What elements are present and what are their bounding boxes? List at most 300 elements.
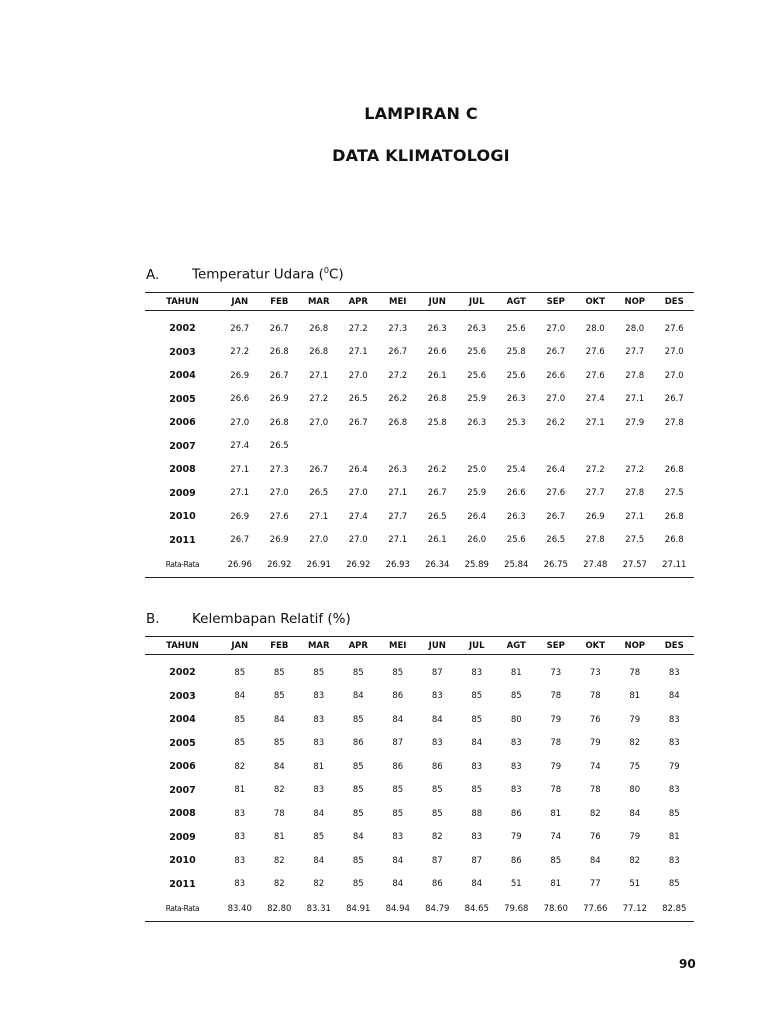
temperature-value-cell: 25.9 bbox=[467, 488, 487, 499]
temperature-value-cell: 26.9 bbox=[230, 511, 250, 522]
temperature-value-cell: 26.2 bbox=[388, 394, 408, 405]
temperature-value-cell: 27.6 bbox=[269, 511, 289, 522]
humidity-col-header: NOP bbox=[624, 640, 646, 651]
temperature-value-cell: 27.2 bbox=[230, 347, 250, 358]
humidity-value-cell: 83 bbox=[471, 761, 483, 772]
temperature-value-cell: 27.0 bbox=[348, 535, 368, 546]
temperature-value-cell: 27.2 bbox=[348, 323, 368, 334]
temperature-col-header: NOP bbox=[624, 296, 646, 307]
humidity-col-header: DES bbox=[664, 640, 684, 651]
humidity-value-cell: 85 bbox=[234, 667, 246, 678]
humidity-col-header: MEI bbox=[389, 640, 407, 651]
humidity-value-cell: 83 bbox=[313, 691, 325, 702]
temperature-value-cell: 25.6 bbox=[467, 370, 487, 381]
temperature-value-cell: 26.5 bbox=[269, 441, 289, 452]
humidity-value-cell: 51 bbox=[510, 879, 522, 890]
humidity-value-cell: 83 bbox=[234, 832, 246, 843]
temperature-value-cell: 27.8 bbox=[625, 488, 645, 499]
temperature-col-header: OKT bbox=[585, 296, 606, 307]
temperature-value-cell: 28.0 bbox=[585, 323, 605, 334]
humidity-value-cell: 74 bbox=[550, 832, 562, 843]
page-subtitle: DATA KLIMATOLOGI bbox=[332, 146, 510, 165]
humidity-value-cell: 83 bbox=[510, 761, 522, 772]
temperature-col-header: JUN bbox=[428, 296, 446, 307]
humidity-value-cell: 84 bbox=[392, 879, 404, 890]
temperature-value-cell: 26.4 bbox=[467, 511, 487, 522]
humidity-table-body bbox=[145, 655, 694, 922]
humidity-col-header: AGT bbox=[506, 640, 526, 651]
humidity-value-cell: 74 bbox=[589, 761, 601, 772]
humidity-col-header: MAR bbox=[307, 640, 330, 651]
humidity-year-cell: 2004 bbox=[169, 714, 196, 726]
humidity-value-cell: 85 bbox=[431, 808, 443, 819]
temperature-value-cell: 27.0 bbox=[664, 347, 684, 358]
humidity-average-row bbox=[145, 896, 694, 922]
humidity-value-cell: 82 bbox=[589, 808, 601, 819]
humidity-value-cell: 76 bbox=[589, 832, 601, 843]
humidity-value-cell: 77 bbox=[589, 879, 601, 890]
temperature-value-cell: 27.4 bbox=[348, 511, 368, 522]
temperature-value-cell: 26.8 bbox=[269, 417, 289, 428]
temperature-value-cell: 25.6 bbox=[506, 370, 526, 381]
temperature-value-cell: 26.91 bbox=[306, 559, 331, 570]
humidity-value-cell: 85 bbox=[234, 714, 246, 725]
temperature-value-cell: 26.8 bbox=[309, 323, 329, 334]
humidity-value-cell: 81 bbox=[550, 808, 562, 819]
temperature-value-cell: 27.11 bbox=[662, 559, 687, 570]
temperature-value-cell: 26.8 bbox=[664, 464, 684, 475]
temperature-value-cell: 26.5 bbox=[348, 394, 368, 405]
temperature-header-row bbox=[145, 293, 694, 311]
humidity-value-cell: 77.12 bbox=[622, 903, 647, 914]
temperature-value-cell: 27.5 bbox=[664, 488, 684, 499]
temperature-value-cell: 27.1 bbox=[388, 488, 408, 499]
temperature-value-cell: 27.8 bbox=[585, 535, 605, 546]
humidity-value-cell: 85 bbox=[392, 785, 404, 796]
humidity-value-cell: 84 bbox=[589, 855, 601, 866]
humidity-value-cell: 81 bbox=[234, 785, 246, 796]
temperature-value-cell: 27.4 bbox=[585, 394, 605, 405]
temperature-value-cell: 26.6 bbox=[427, 347, 447, 358]
temperature-value-cell bbox=[536, 435, 576, 459]
temperature-value-cell: 26.1 bbox=[427, 535, 447, 546]
temperature-value-cell bbox=[457, 435, 497, 459]
humidity-value-cell: 85 bbox=[392, 667, 404, 678]
temperature-value-cell: 26.3 bbox=[467, 323, 487, 334]
temperature-value-cell: 26.3 bbox=[467, 417, 487, 428]
humidity-value-cell: 81 bbox=[273, 832, 285, 843]
humidity-value-cell: 83 bbox=[234, 808, 246, 819]
humidity-value-cell: 84.79 bbox=[425, 903, 450, 914]
humidity-value-cell: 85 bbox=[273, 738, 285, 749]
temperature-value-cell: 27.2 bbox=[388, 370, 408, 381]
humidity-year-cell: 2011 bbox=[169, 878, 196, 890]
temperature-value-cell: 26.2 bbox=[546, 417, 566, 428]
temperature-value-cell: 26.3 bbox=[427, 323, 447, 334]
humidity-value-cell: 86 bbox=[392, 761, 404, 772]
humidity-value-cell: 85 bbox=[352, 808, 364, 819]
temperature-row bbox=[145, 364, 694, 388]
section-a-superscript: 0 bbox=[323, 266, 329, 275]
humidity-value-cell: 83 bbox=[668, 714, 680, 725]
temperature-value-cell: 27.1 bbox=[388, 535, 408, 546]
temperature-value-cell: 27.6 bbox=[585, 347, 605, 358]
temperature-row bbox=[145, 388, 694, 412]
humidity-value-cell: 82 bbox=[629, 738, 641, 749]
temperature-value-cell: 26.9 bbox=[585, 511, 605, 522]
temperature-value-cell: 27.6 bbox=[585, 370, 605, 381]
temperature-col-header: DES bbox=[664, 296, 684, 307]
humidity-year-cell: 2007 bbox=[169, 784, 196, 796]
temperature-value-cell: 27.7 bbox=[625, 347, 645, 358]
temperature-value-cell: 26.6 bbox=[546, 370, 566, 381]
humidity-value-cell: 84 bbox=[668, 691, 680, 702]
temperature-value-cell: 25.9 bbox=[467, 394, 487, 405]
humidity-col-header: JUL bbox=[469, 640, 485, 651]
temperature-value-cell: 27.0 bbox=[309, 535, 329, 546]
temperature-year-cell: Rata-Rata bbox=[165, 560, 200, 569]
humidity-row bbox=[145, 708, 694, 732]
humidity-value-cell: 83 bbox=[313, 785, 325, 796]
temperature-value-cell: 27.1 bbox=[230, 464, 250, 475]
humidity-row bbox=[145, 655, 694, 685]
section-b-label: Kelembapan Relatif (%) bbox=[192, 611, 351, 627]
section-b-letter: B. bbox=[146, 611, 160, 627]
humidity-value-cell: 81 bbox=[313, 761, 325, 772]
humidity-value-cell: 85 bbox=[471, 785, 483, 796]
humidity-row bbox=[145, 826, 694, 850]
temperature-row bbox=[145, 505, 694, 529]
temperature-value-cell: 26.8 bbox=[388, 417, 408, 428]
temperature-value-cell: 26.92 bbox=[346, 559, 371, 570]
temperature-value-cell: 26.7 bbox=[664, 394, 684, 405]
humidity-value-cell: 83 bbox=[668, 667, 680, 678]
humidity-value-cell: 85 bbox=[471, 714, 483, 725]
humidity-row bbox=[145, 802, 694, 826]
temperature-value-cell: 26.34 bbox=[425, 559, 450, 570]
temperature-table-body bbox=[145, 311, 694, 578]
humidity-value-cell: 83 bbox=[313, 738, 325, 749]
temperature-col-header: MAR bbox=[307, 296, 330, 307]
humidity-value-cell: 82.85 bbox=[662, 903, 687, 914]
humidity-value-cell: 85 bbox=[352, 855, 364, 866]
humidity-value-cell: 81 bbox=[550, 879, 562, 890]
humidity-value-cell: 85 bbox=[668, 879, 680, 890]
humidity-value-cell: 87 bbox=[431, 667, 443, 678]
temperature-table bbox=[145, 292, 694, 578]
humidity-value-cell: 83 bbox=[668, 785, 680, 796]
temperature-value-cell: 27.9 bbox=[625, 417, 645, 428]
humidity-value-cell: 73 bbox=[550, 667, 562, 678]
temperature-value-cell: 26.1 bbox=[427, 370, 447, 381]
temperature-value-cell: 26.7 bbox=[309, 464, 329, 475]
temperature-value-cell: 27.0 bbox=[546, 323, 566, 334]
humidity-value-cell: 82 bbox=[273, 855, 285, 866]
humidity-value-cell: 84 bbox=[392, 714, 404, 725]
humidity-value-cell: 79 bbox=[510, 832, 522, 843]
temperature-value-cell: 25.84 bbox=[504, 559, 529, 570]
humidity-value-cell: 86 bbox=[510, 808, 522, 819]
humidity-year-cell: 2002 bbox=[169, 667, 196, 679]
humidity-value-cell: 86 bbox=[392, 691, 404, 702]
humidity-value-cell: 84 bbox=[273, 714, 285, 725]
humidity-value-cell: 85 bbox=[510, 691, 522, 702]
temperature-col-header: AGT bbox=[506, 296, 526, 307]
humidity-value-cell: 76 bbox=[589, 714, 601, 725]
humidity-value-cell: 79 bbox=[629, 832, 641, 843]
humidity-value-cell: 84.94 bbox=[385, 903, 410, 914]
humidity-col-header: JAN bbox=[231, 640, 249, 651]
humidity-value-cell: 51 bbox=[629, 879, 641, 890]
temperature-value-cell: 26.5 bbox=[309, 488, 329, 499]
humidity-row bbox=[145, 732, 694, 756]
humidity-value-cell: 84.91 bbox=[346, 903, 371, 914]
section-b-heading bbox=[146, 611, 351, 627]
humidity-value-cell: 79.68 bbox=[504, 903, 529, 914]
humidity-value-cell: 85 bbox=[234, 738, 246, 749]
humidity-value-cell: 84 bbox=[313, 855, 325, 866]
humidity-value-cell: 83 bbox=[471, 832, 483, 843]
humidity-value-cell: 83 bbox=[234, 879, 246, 890]
temperature-value-cell: 27.3 bbox=[388, 323, 408, 334]
temperature-value-cell: 26.9 bbox=[269, 535, 289, 546]
temperature-value-cell: 27.1 bbox=[625, 394, 645, 405]
temperature-value-cell: 27.0 bbox=[269, 488, 289, 499]
temperature-value-cell: 26.8 bbox=[664, 511, 684, 522]
humidity-value-cell: 85 bbox=[352, 761, 364, 772]
humidity-col-header: SEP bbox=[546, 640, 565, 651]
temperature-value-cell: 26.7 bbox=[269, 323, 289, 334]
temperature-value-cell: 27.3 bbox=[269, 464, 289, 475]
humidity-table bbox=[145, 636, 694, 922]
humidity-year-cell: 2006 bbox=[169, 761, 196, 773]
temperature-value-cell: 26.3 bbox=[388, 464, 408, 475]
humidity-value-cell: 83 bbox=[234, 855, 246, 866]
humidity-value-cell: 79 bbox=[550, 714, 562, 725]
temperature-value-cell: 26.3 bbox=[506, 394, 526, 405]
humidity-value-cell: 85 bbox=[352, 879, 364, 890]
temperature-row bbox=[145, 482, 694, 506]
temperature-value-cell: 25.8 bbox=[506, 347, 526, 358]
humidity-value-cell: 81 bbox=[668, 832, 680, 843]
temperature-year-cell: 2005 bbox=[169, 393, 196, 405]
temperature-value-cell: 27.8 bbox=[664, 417, 684, 428]
humidity-value-cell: 85 bbox=[313, 667, 325, 678]
humidity-row bbox=[145, 849, 694, 873]
temperature-value-cell: 27.0 bbox=[348, 370, 368, 381]
section-a-heading bbox=[146, 266, 344, 283]
temperature-year-cell: 2002 bbox=[169, 323, 196, 335]
humidity-value-cell: 84 bbox=[471, 879, 483, 890]
temperature-year-cell: 2004 bbox=[169, 370, 196, 382]
humidity-year-cell: 2003 bbox=[169, 690, 196, 702]
humidity-value-cell: 82 bbox=[273, 879, 285, 890]
temperature-col-header: MEI bbox=[389, 296, 407, 307]
temperature-value-cell: 26.7 bbox=[546, 347, 566, 358]
temperature-value-cell bbox=[299, 435, 339, 459]
humidity-value-cell: 79 bbox=[589, 738, 601, 749]
temperature-value-cell: 26.4 bbox=[546, 464, 566, 475]
temperature-value-cell: 27.0 bbox=[230, 417, 250, 428]
section-a-label: Temperatur Udara ( bbox=[192, 266, 324, 283]
humidity-value-cell: 86 bbox=[431, 879, 443, 890]
temperature-value-cell: 25.6 bbox=[506, 323, 526, 334]
temperature-col-header: APR bbox=[348, 296, 368, 307]
humidity-value-cell: 82.80 bbox=[267, 903, 292, 914]
temperature-value-cell bbox=[378, 435, 418, 459]
humidity-value-cell: 79 bbox=[668, 761, 680, 772]
humidity-value-cell: 78 bbox=[550, 691, 562, 702]
humidity-value-cell: 82 bbox=[273, 785, 285, 796]
humidity-value-cell: 75 bbox=[629, 761, 641, 772]
humidity-value-cell: 82 bbox=[629, 855, 641, 866]
temperature-value-cell: 25.6 bbox=[467, 347, 487, 358]
humidity-value-cell: 85 bbox=[352, 667, 364, 678]
temperature-row bbox=[145, 435, 694, 459]
temperature-value-cell: 26.8 bbox=[427, 394, 447, 405]
humidity-col-header: JUN bbox=[428, 640, 446, 651]
temperature-value-cell bbox=[655, 435, 695, 459]
humidity-value-cell: 80 bbox=[510, 714, 522, 725]
humidity-value-cell: 83.40 bbox=[227, 903, 252, 914]
temperature-value-cell: 26.7 bbox=[348, 417, 368, 428]
humidity-value-cell: 80 bbox=[629, 785, 641, 796]
humidity-value-cell: 73 bbox=[589, 667, 601, 678]
temperature-value-cell: 27.2 bbox=[625, 464, 645, 475]
temperature-value-cell: 27.1 bbox=[230, 488, 250, 499]
humidity-value-cell: 85 bbox=[352, 714, 364, 725]
temperature-value-cell: 26.5 bbox=[427, 511, 447, 522]
humidity-row bbox=[145, 685, 694, 709]
temperature-col-header: TAHUN bbox=[166, 296, 199, 307]
humidity-col-header: FEB bbox=[270, 640, 289, 651]
humidity-value-cell: 83 bbox=[392, 832, 404, 843]
temperature-year-cell: 2010 bbox=[169, 511, 196, 523]
humidity-col-header: TAHUN bbox=[166, 640, 199, 651]
temperature-value-cell: 25.4 bbox=[506, 464, 526, 475]
temperature-col-header: FEB bbox=[270, 296, 289, 307]
humidity-value-cell: 84 bbox=[234, 691, 246, 702]
humidity-row bbox=[145, 755, 694, 779]
humidity-value-cell: 83 bbox=[431, 691, 443, 702]
temperature-value-cell: 27.0 bbox=[309, 417, 329, 428]
section-a-label-end: C) bbox=[329, 266, 344, 283]
temperature-col-header: JUL bbox=[469, 296, 485, 307]
humidity-col-header: OKT bbox=[585, 640, 606, 651]
temperature-value-cell: 25.3 bbox=[506, 417, 526, 428]
temperature-col-header: SEP bbox=[546, 296, 565, 307]
temperature-value-cell: 27.7 bbox=[585, 488, 605, 499]
temperature-average-row bbox=[145, 552, 694, 578]
temperature-value-cell: 26.2 bbox=[427, 464, 447, 475]
humidity-value-cell: 79 bbox=[629, 714, 641, 725]
temperature-year-cell: 2003 bbox=[169, 346, 196, 358]
temperature-value-cell: 27.8 bbox=[625, 370, 645, 381]
humidity-value-cell: 87 bbox=[431, 855, 443, 866]
humidity-value-cell: 83 bbox=[431, 738, 443, 749]
humidity-value-cell: 82 bbox=[313, 879, 325, 890]
page-number: 90 bbox=[679, 957, 696, 971]
temperature-value-cell: 26.8 bbox=[309, 347, 329, 358]
temperature-value-cell: 26.7 bbox=[388, 347, 408, 358]
humidity-value-cell: 78 bbox=[550, 738, 562, 749]
humidity-value-cell: 84 bbox=[392, 855, 404, 866]
humidity-value-cell: 77.66 bbox=[583, 903, 608, 914]
temperature-value-cell: 27.6 bbox=[546, 488, 566, 499]
humidity-value-cell: 84 bbox=[629, 808, 641, 819]
temperature-value-cell: 27.1 bbox=[625, 511, 645, 522]
temperature-value-cell: 25.6 bbox=[506, 535, 526, 546]
humidity-value-cell: 78 bbox=[550, 785, 562, 796]
humidity-value-cell: 78 bbox=[629, 667, 641, 678]
humidity-value-cell: 87 bbox=[392, 738, 404, 749]
temperature-value-cell: 26.5 bbox=[546, 535, 566, 546]
humidity-value-cell: 85 bbox=[273, 667, 285, 678]
humidity-value-cell: 82 bbox=[431, 832, 443, 843]
temperature-row bbox=[145, 529, 694, 553]
temperature-value-cell: 27.1 bbox=[585, 417, 605, 428]
temperature-value-cell: 26.7 bbox=[546, 511, 566, 522]
humidity-col-header: APR bbox=[348, 640, 368, 651]
humidity-value-cell: 84.65 bbox=[464, 903, 489, 914]
humidity-value-cell: 83 bbox=[668, 855, 680, 866]
humidity-value-cell: 83 bbox=[471, 667, 483, 678]
humidity-year-cell: 2008 bbox=[169, 808, 196, 820]
humidity-value-cell: 83 bbox=[510, 738, 522, 749]
humidity-value-cell: 84 bbox=[352, 691, 364, 702]
temperature-value-cell: 27.48 bbox=[583, 559, 608, 570]
temperature-value-cell bbox=[418, 435, 458, 459]
temperature-year-cell: 2008 bbox=[169, 464, 196, 476]
humidity-value-cell: 85 bbox=[471, 691, 483, 702]
temperature-year-cell: 2011 bbox=[169, 534, 196, 546]
temperature-value-cell: 26.6 bbox=[506, 488, 526, 499]
temperature-value-cell: 27.5 bbox=[625, 535, 645, 546]
temperature-value-cell: 26.96 bbox=[227, 559, 252, 570]
humidity-value-cell: 79 bbox=[550, 761, 562, 772]
humidity-value-cell: 87 bbox=[471, 855, 483, 866]
humidity-value-cell: 78 bbox=[273, 808, 285, 819]
temperature-value-cell: 26.7 bbox=[230, 323, 250, 334]
humidity-value-cell: 83 bbox=[510, 785, 522, 796]
humidity-year-cell: Rata-Rata bbox=[165, 904, 200, 913]
temperature-value-cell: 27.0 bbox=[664, 370, 684, 381]
temperature-value-cell bbox=[339, 435, 379, 459]
humidity-value-cell: 85 bbox=[431, 785, 443, 796]
temperature-value-cell: 26.7 bbox=[427, 488, 447, 499]
humidity-row bbox=[145, 873, 694, 897]
temperature-row bbox=[145, 458, 694, 482]
humidity-value-cell: 85 bbox=[313, 832, 325, 843]
humidity-value-cell: 84 bbox=[273, 761, 285, 772]
humidity-value-cell: 86 bbox=[352, 738, 364, 749]
temperature-value-cell: 26.92 bbox=[267, 559, 292, 570]
temperature-value-cell: 25.0 bbox=[467, 464, 487, 475]
temperature-value-cell: 26.8 bbox=[664, 535, 684, 546]
temperature-value-cell: 27.57 bbox=[622, 559, 647, 570]
temperature-value-cell: 26.7 bbox=[269, 370, 289, 381]
temperature-value-cell: 27.2 bbox=[585, 464, 605, 475]
temperature-value-cell: 25.8 bbox=[427, 417, 447, 428]
humidity-value-cell: 84 bbox=[352, 832, 364, 843]
humidity-value-cell: 84 bbox=[313, 808, 325, 819]
temperature-value-cell: 26.3 bbox=[506, 511, 526, 522]
temperature-value-cell bbox=[615, 435, 655, 459]
temperature-value-cell: 27.1 bbox=[348, 347, 368, 358]
temperature-year-cell: 2009 bbox=[169, 487, 196, 499]
temperature-value-cell: 28.0 bbox=[625, 323, 645, 334]
temperature-value-cell: 27.4 bbox=[230, 441, 250, 452]
